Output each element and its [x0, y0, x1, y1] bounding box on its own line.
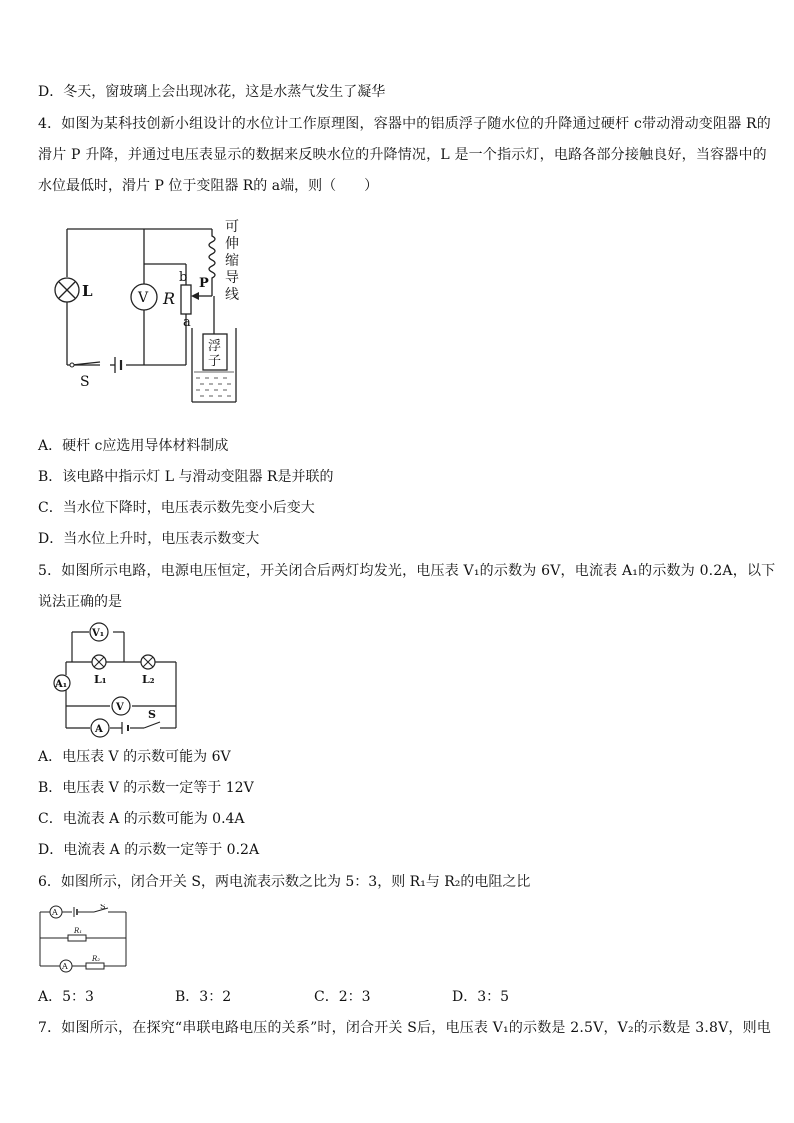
q4-option-b: B．该电路中指示灯 L 与滑动变阻器 R是并联的	[38, 469, 334, 485]
wire-label-3: 缩	[225, 253, 239, 269]
q6-r2-label: R₂	[92, 955, 101, 963]
rheostat-end-b: b	[179, 270, 188, 285]
q6-option-d: D．3：5	[452, 989, 510, 1005]
q4-stem-line2: 滑片 P 升降，并通过电压表显示的数据来反映水位的升降情况，L 是一个指示灯，电路各部分接触良好，当容器中的	[38, 147, 767, 163]
q5-circuit-figure	[52, 620, 184, 738]
q7-stem-line1: 7．如图所示，在探究“串联电路电压的关系”时，闭合开关 S后，电压表 V₁的示数是 2.5V，V₂的示数是 3.8V，则电	[38, 1020, 772, 1036]
q6-ammeter-bottom-label: A	[62, 962, 68, 971]
a1-meter-label: A₁	[55, 679, 68, 690]
v-meter-label: V	[116, 702, 124, 713]
q6-resistor-r2	[86, 963, 104, 969]
q6-option-a: A．5：3	[38, 989, 94, 1005]
q5-option-d: D．电流表 A 的示数一定等于 0.2A	[38, 842, 260, 858]
q5-stem-line2: 说法正确的是	[38, 594, 122, 610]
q4-option-d: D．当水位上升时，电压表示数变大	[38, 531, 260, 547]
float-label-2: 子	[208, 354, 222, 369]
q6-circuit-figure	[36, 904, 132, 974]
q4-option-a: A．硬杆 c应选用导体材料制成	[38, 438, 229, 454]
q5-stem-line1: 5．如图所示电路，电源电压恒定，开关闭合后两灯均发光，电压表 V₁的示数为 6V，电流表 A₁的示数为 0.2A，以下	[38, 563, 776, 579]
q4-stem-line3: 水位最低时，滑片 P 位于变阻器 R的 a端，则（ ）	[38, 178, 379, 194]
v1-meter-label: V₁	[92, 628, 105, 639]
rheostat-symbol	[181, 285, 191, 314]
q6-r1-label: R₁	[74, 927, 83, 935]
slider-p-arrow	[191, 292, 199, 300]
l1-lamp-label: L₁	[94, 673, 107, 686]
q3-option-d: D．冬天，窗玻璃上会出现冰花，这是水蒸气发生了凝华	[38, 84, 386, 100]
water-hatching	[194, 372, 234, 396]
voltmeter-label: V	[138, 290, 149, 306]
rheostat-label: R	[163, 289, 176, 308]
switch-s-label: S	[148, 708, 156, 721]
q6-resistor-r1	[68, 935, 86, 941]
lamp-l-label: L	[82, 282, 93, 300]
float-label-1: 浮	[208, 339, 222, 354]
q6-ammeter-top-label: A	[52, 908, 58, 917]
q5-option-c: C．电流表 A 的示数可能为 0.4A	[38, 811, 245, 827]
wire-label-1: 可	[225, 219, 239, 235]
wire-label-2: 伸	[225, 236, 239, 252]
rheostat-end-a: a	[183, 315, 191, 330]
q6-option-b: B．3：2	[175, 989, 232, 1005]
slider-p-label: P	[199, 276, 209, 291]
switch-s-label: S	[80, 374, 90, 390]
l2-lamp-label: L₂	[142, 673, 155, 686]
q6-switch-label: S	[100, 904, 106, 911]
wire-label-4: 导	[225, 270, 239, 286]
q5-option-b: B．电压表 V 的示数一定等于 12V	[38, 780, 254, 796]
a-meter-label: A	[95, 724, 103, 735]
q4-circuit-figure	[40, 212, 255, 408]
q4-stem-line1: 4．如图为某科技创新小组设计的水位计工作原理图，容器中的铝质浮子随水位的升降通过硬杆 c带动滑动变阻器 R的	[38, 116, 771, 132]
q5-option-a: A．电压表 V 的示数可能为 6V	[38, 749, 231, 765]
q4-option-c: C．当水位下降时，电压表示数先变小后变大	[38, 500, 315, 516]
q6-option-c: C．2：3	[314, 989, 371, 1005]
q6-stem-line1: 6．如图所示，闭合开关 S，两电流表示数之比为 5：3，则 R₁与 R₂的电阻之比	[38, 874, 531, 890]
wire-label-5: 线	[225, 287, 239, 303]
